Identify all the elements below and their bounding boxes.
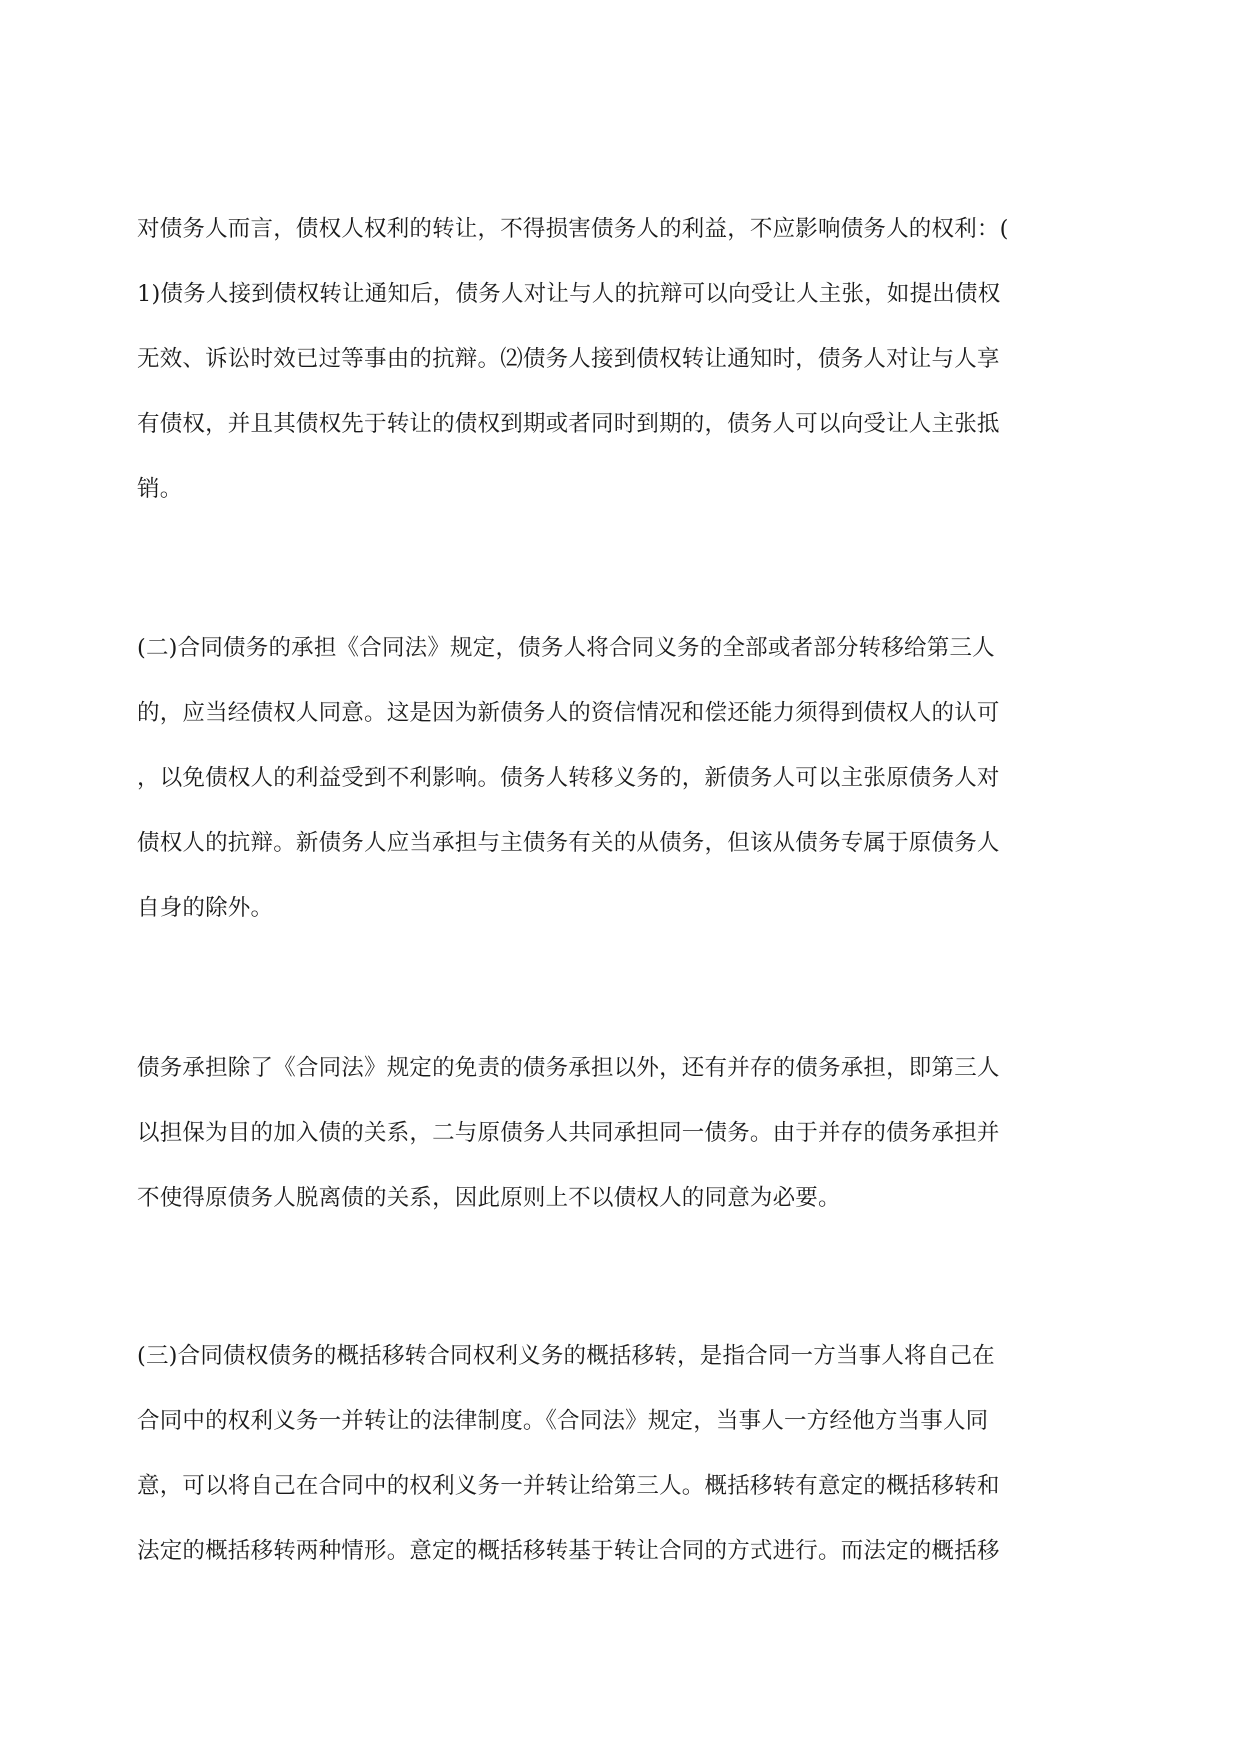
text-line: 自身的除外。 <box>137 895 274 921</box>
text-line: 合同中的权利义务一并转让的法律制度。《合同法》规定，当事人一方经他方当事人同 <box>137 1408 989 1434</box>
text-line: 对债务人而言，债权人权利的转让，不得损害债务人的利益，不应影响债务人的权利：( <box>137 216 1009 242</box>
text-line: 的，应当经债权人同意。这是因为新债务人的资信情况和偿还能力须得到债权人的认可 <box>137 700 1000 726</box>
text-line: 无效、诉讼时效已过等事由的抗辩。⑵债务人接到债权转让通知时，债务人对让与人享 <box>137 346 1000 372</box>
paragraph-debt-assumption <box>137 616 1117 941</box>
text-line: 法定的概括移转两种情形。意定的概括移转基于转让合同的方式进行。而法定的概括移 <box>137 1538 1000 1564</box>
paragraph-general-transfer <box>137 1324 1117 1584</box>
text-line: 有债权，并且其债权先于转让的债权到期或者同时到期的，债务人可以向受让人主张抵 <box>137 411 1000 437</box>
paragraph-concurrent-assumption <box>137 1036 1117 1231</box>
text-line: 以担保为目的加入债的关系，二与原债务人共同承担同一债务。由于并存的债务承担并 <box>137 1120 1000 1146</box>
paragraph-debtor-rights <box>137 197 1117 522</box>
text-line: 意，可以将自己在合同中的权利义务一并转让给第三人。概括移转有意定的概括移转和 <box>137 1473 1000 1499</box>
text-line: 债务承担除了《合同法》规定的免责的债务承担以外，还有并存的债务承担，即第三人 <box>137 1055 1000 1081</box>
text-line: (三)合同债权债务的概括移转合同权利义务的概括移转，是指合同一方当事人将自己在 <box>137 1343 995 1369</box>
text-line: 不使得原债务人脱离债的关系，因此原则上不以债权人的同意为必要。 <box>137 1185 841 1211</box>
text-line: 债权人的抗辩。新债务人应当承担与主债务有关的从债务，但该从债务专属于原债务人 <box>137 830 1000 856</box>
text-line: 销。 <box>137 476 183 502</box>
text-line: 1)债务人接到债权转让通知后，债务人对让与人的抗辩可以向受让人主张，如提出债权 <box>137 281 1001 307</box>
text-line: (二)合同债务的承担《合同法》规定，债务人将合同义务的全部或者部分转移给第三人 <box>137 635 995 661</box>
text-line: ，以免债权人的利益受到不利影响。债务人转移义务的，新债务人可以主张原债务人对 <box>137 765 1000 791</box>
